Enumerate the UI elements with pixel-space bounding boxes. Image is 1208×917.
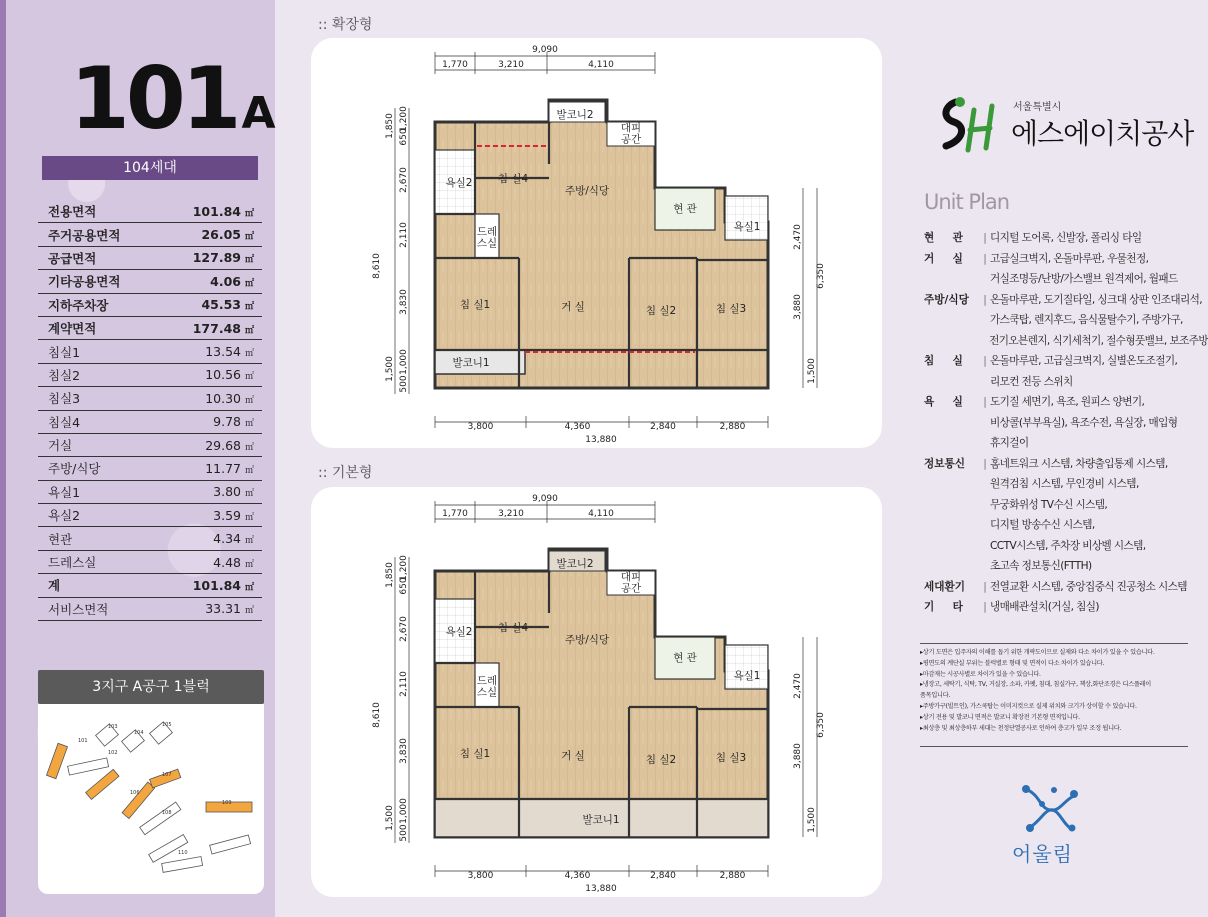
spec-key: 욕 실	[924, 396, 963, 408]
spec-value: 원격검침 시스템, 무인경비 시스템,	[990, 478, 1139, 490]
room-label-kitchen: 주방/식당	[564, 634, 610, 646]
spec-row	[924, 515, 1208, 536]
note-line: ▸냉장고, 세탁기, 식탁, TV, 거실장, 소파, 카펫, 침대, 침실가구, 책상,화단조경은 디스플레이	[920, 681, 1151, 689]
dimension-label: 650	[399, 128, 409, 146]
area-label: 주방/식당	[48, 461, 101, 477]
unit-number: 101	[70, 49, 238, 149]
room-label-balcony2: 발코니2	[556, 109, 594, 121]
area-row	[38, 504, 262, 527]
spec-row	[924, 372, 1208, 393]
area-value: 101.84 ㎡	[192, 577, 254, 593]
dimension-label: 1,850	[385, 113, 395, 139]
dimension-label: 2,880	[719, 422, 746, 432]
area-label: 욕실2	[48, 508, 81, 524]
room-label-storage: 대피 공간	[620, 570, 642, 595]
plan-basic-card	[311, 487, 882, 897]
dimension-label: 6,350	[816, 263, 826, 289]
left-panel	[0, 0, 275, 917]
spec-divider-icon: |	[983, 252, 987, 265]
area-row	[38, 481, 262, 504]
spec-value: 냉매배관설치(거실, 침실)	[990, 601, 1099, 613]
spec-value: 비상콜(부부욕실), 욕조수전, 욕실장, 매입형	[990, 416, 1178, 429]
area-label: 공급면적	[48, 250, 97, 266]
dimension-label: 1,200	[399, 555, 409, 581]
spec-row	[924, 269, 1208, 290]
spec-row	[924, 495, 1208, 516]
room-label-living: 거 실	[561, 301, 585, 313]
sh-logo-icon	[936, 96, 1000, 154]
spec-value: 휴지걸이	[990, 437, 1029, 449]
dimension-label: 4,110	[588, 60, 614, 70]
spec-value: 무궁화위성 TV수신 시스템,	[990, 498, 1108, 511]
brand-small-text: 서울특별시	[1013, 102, 1062, 113]
area-value: 11.77 ㎡	[205, 460, 254, 476]
spec-value: 디지털 방송수신 시스템,	[990, 519, 1095, 531]
area-label: 주거공용면적	[48, 227, 121, 243]
dimension-label: 1,500	[807, 358, 817, 384]
spec-value: 가스쿡탑, 렌지후드, 음식물탈수기, 주방가구,	[990, 314, 1183, 326]
area-label: 침실3	[48, 391, 81, 407]
room-label-entry: 현 관	[673, 203, 697, 215]
households-badge: 104세대	[42, 156, 258, 180]
dimension-label: 3,210	[498, 60, 524, 70]
dimension-label: 2,880	[719, 871, 746, 881]
spec-divider-icon: |	[983, 396, 987, 408]
area-row	[38, 247, 262, 270]
dimension-label: 2,470	[793, 224, 803, 250]
spec-key: 세대환기	[924, 580, 965, 593]
room-label-bed1: 침 실1	[459, 748, 491, 760]
dimension-label: 9,090	[532, 45, 558, 55]
spec-row	[924, 536, 1208, 557]
oullim-logo-icon	[1018, 782, 1082, 834]
spec-value: 온돌마루판, 고급실크벽지, 실별온도조절기,	[990, 355, 1178, 367]
dimension-label: 2,110	[399, 671, 409, 697]
map-building-label: 101	[78, 738, 88, 744]
area-label: 드레스실	[48, 555, 97, 571]
spec-key: 기 타	[924, 601, 963, 613]
room-label-bed3: 침 실3	[715, 752, 747, 764]
room-label-bath2: 욕실2	[445, 177, 473, 189]
spec-divider-icon: |	[983, 601, 987, 613]
spec-divider-icon: |	[983, 355, 987, 367]
spec-row	[924, 351, 1208, 372]
spec-row	[924, 392, 1208, 413]
area-row	[38, 551, 262, 574]
site-map-drawing	[38, 704, 264, 894]
note-line: ▸마감재는 시공사별로 차이가 있을 수 있습니다.	[920, 670, 1041, 678]
dimension-label: 3,800	[467, 871, 494, 881]
note-line: 품목입니다.	[920, 692, 951, 700]
dimension-label: 2,670	[399, 167, 409, 193]
note-line: ▸평면도의 계단실 부위는 블럭별로 형태 및 면적이 다소 차이가 있습니다.	[920, 659, 1105, 667]
bath1	[725, 645, 768, 689]
map-building-label: 109	[222, 800, 232, 806]
brand-name: 에스에이치공사	[1011, 117, 1194, 150]
room-label-bed2: 침 실2	[645, 305, 677, 317]
map-building-label: 103	[108, 724, 118, 730]
spec-key: 거 실	[924, 252, 963, 265]
spec-row	[924, 597, 1208, 618]
spec-row	[924, 474, 1208, 495]
area-value: 127.89 ㎡	[192, 250, 254, 266]
dimension-label: 1,770	[442, 60, 468, 70]
spec-key: 주방/식당	[924, 293, 969, 306]
room-label-bath1: 욕실1	[733, 221, 761, 233]
area-row	[38, 387, 262, 410]
dimension-label: 2,470	[793, 673, 803, 699]
area-value: 10.56 ㎡	[205, 367, 254, 383]
area-value: 4.06 ㎡	[210, 273, 254, 289]
room-label-living: 거 실	[561, 750, 585, 762]
spec-value: 초고속 정보통신(FTTH)	[990, 560, 1092, 572]
spec-row	[924, 249, 1208, 270]
room-label-entry: 현 관	[673, 652, 697, 664]
spec-key: 현 관	[924, 232, 963, 244]
note-line: ▸주방가구(빌트인), 가스쿡탑는 이미지컷으로 실제 위치와 크기가 상이할 수 있습니다.	[920, 702, 1137, 710]
dimension-label: 3,880	[793, 294, 803, 320]
area-label: 지하주차장	[48, 297, 109, 313]
area-value: 9.78 ㎡	[213, 414, 254, 430]
area-label: 현관	[48, 531, 73, 547]
spec-row	[924, 577, 1208, 598]
floor-plan-basic	[311, 487, 882, 897]
site-map	[38, 704, 264, 894]
room-label-balcony2: 발코니2	[556, 558, 594, 570]
spec-value: CCTV시스템, 주차장 비상벨 시스템,	[990, 539, 1146, 552]
map-building-label: 102	[108, 750, 118, 756]
unit-type-title	[70, 49, 276, 149]
area-value: 3.59 ㎡	[213, 507, 254, 523]
room-label-balcony1: 발코니1	[452, 357, 490, 369]
unit-plan-heading: Unit Plan	[924, 190, 1010, 214]
area-row	[38, 598, 262, 621]
area-row	[38, 457, 262, 480]
room-label-balcony1: 발코니1	[582, 814, 620, 826]
spec-row	[924, 433, 1208, 454]
room-label-kitchen: 주방/식당	[564, 185, 610, 197]
area-row	[38, 294, 262, 317]
area-value: 13.54 ㎡	[205, 344, 254, 360]
area-value: 26.05 ㎡	[201, 227, 254, 243]
area-label: 침실1	[48, 344, 81, 360]
dimension-label: 8,610	[372, 253, 382, 279]
room-label-bath1: 욕실1	[733, 670, 761, 682]
floor-plan-expanded	[311, 38, 882, 448]
area-label: 계	[48, 578, 61, 594]
spec-value: 온돌마루판, 도기질타일, 싱크대 상판 인조대리석,	[990, 293, 1203, 306]
spec-key: 침 실	[924, 355, 963, 367]
area-row	[38, 527, 262, 550]
area-label: 전용면적	[48, 204, 97, 220]
dimension-label: 3,830	[399, 289, 409, 315]
dimension-label: 2,110	[399, 222, 409, 248]
area-label: 기타공용면적	[48, 274, 121, 290]
room-label-dress: 드레 스실	[476, 225, 498, 250]
spec-divider-icon: |	[983, 580, 987, 593]
dimension-label: 1,500	[385, 805, 395, 831]
dimension-label: 2,670	[399, 616, 409, 642]
spec-divider-icon: |	[983, 457, 987, 470]
room-label-bed2: 침 실2	[645, 754, 677, 766]
spec-row	[924, 290, 1208, 311]
room-label-bed1: 침 실1	[459, 299, 491, 311]
dimension-label: 3,830	[399, 738, 409, 764]
dimension-label: 2,840	[650, 422, 676, 432]
area-value: 177.48 ㎡	[192, 320, 254, 336]
dimension-label: 3,210	[498, 509, 524, 519]
plan-expanded-label: :: 확장형	[318, 17, 373, 33]
sub-brand-name: 어울림	[1012, 842, 1073, 866]
area-label: 서비스면적	[48, 601, 109, 617]
spec-value: 전열교환 시스템, 중앙집중식 진공청소 시스템	[990, 580, 1187, 593]
spec-row	[924, 310, 1208, 331]
spec-value: 전기오븐렌지, 식기세척기, 절수형풋밸브, 보조주방	[989, 334, 1208, 347]
spec-value: 리모컨 전등 스위치	[990, 375, 1073, 388]
area-row	[38, 200, 262, 223]
dimension-label: 4,360	[564, 422, 591, 432]
dimension-label: 1,850	[385, 562, 395, 588]
spec-value: 홈네트워크 시스템, 차량출입통제 시스템,	[990, 457, 1168, 470]
dimension-label: 13,880	[585, 435, 617, 445]
spec-list	[924, 228, 1208, 618]
area-row	[38, 223, 262, 246]
room-label-bed3: 침 실3	[715, 303, 747, 315]
room-label-bath2: 욕실2	[445, 626, 473, 638]
map-building-label: 107	[162, 772, 172, 778]
spec-row	[924, 556, 1208, 577]
dimension-label: 650	[399, 577, 409, 595]
area-label: 계약면적	[48, 321, 97, 337]
plan-basic-label: :: 기본형	[318, 465, 373, 481]
area-row	[38, 434, 262, 457]
dimension-label: 8,610	[372, 702, 382, 728]
note-line: ▸최상층 및 최상층하부 세대는 천정단열공사로 인하여 층고가 일부 조정 됩니다.	[920, 724, 1122, 732]
spec-divider-icon: |	[983, 232, 987, 244]
spec-key: 정보통신	[924, 457, 965, 470]
area-value: 10.30 ㎡	[205, 390, 254, 406]
spec-row	[924, 413, 1208, 434]
dimension-label: 3,800	[467, 422, 494, 432]
dimension-label: 1,000	[399, 349, 409, 375]
area-table	[38, 200, 262, 621]
area-value: 29.68 ㎡	[205, 437, 254, 453]
map-building-label: 106	[130, 790, 140, 796]
map-building-label: 104	[134, 730, 144, 736]
room-label-bed4: 침 실4	[497, 622, 529, 634]
room-label-bed4: 침 실4	[497, 173, 529, 185]
bath1	[725, 196, 768, 240]
area-value: 45.53 ㎡	[201, 297, 254, 313]
spec-row	[924, 331, 1208, 352]
area-row	[38, 574, 262, 597]
area-value: 101.84 ㎡	[192, 203, 254, 219]
dimension-label: 2,840	[650, 871, 676, 881]
dimension-label: 3,880	[793, 743, 803, 769]
dimension-label: 4,110	[588, 509, 614, 519]
spec-value: 고급실크벽지, 온돌마루판, 우물천정,	[990, 252, 1149, 265]
dimension-label: 1,000	[399, 798, 409, 824]
block-title: 3지구 A공구 1블럭	[38, 670, 264, 704]
area-label: 거실	[48, 438, 73, 454]
dimension-label: 6,350	[816, 712, 826, 738]
dimension-label: 500	[399, 375, 409, 393]
dimension-label: 9,090	[532, 494, 558, 504]
spec-value: 거실조명등/난방/가스밸브 원격제어, 월패드	[990, 273, 1178, 285]
spec-row	[924, 228, 1208, 249]
room-label-storage: 대피 공간	[620, 121, 642, 146]
area-label: 침실4	[48, 414, 81, 430]
dimension-label: 1,500	[385, 356, 395, 382]
notes-box	[920, 643, 1188, 747]
dimension-label: 13,880	[585, 884, 617, 894]
dimension-label: 1,200	[399, 106, 409, 132]
spec-row	[924, 454, 1208, 475]
map-building-label: 105	[162, 722, 172, 728]
note-line: ▸상기 전용 및 발코니 면적은 발코니 확장전 기본형 면적입니다.	[920, 713, 1080, 721]
dimension-label: 1,770	[442, 509, 468, 519]
area-row	[38, 270, 262, 293]
plan-expanded-card	[311, 38, 882, 448]
area-row	[38, 411, 262, 434]
map-building-label: 110	[178, 850, 188, 856]
spec-value: 도기질 세면기, 욕조, 원피스 양변기,	[990, 396, 1145, 408]
room-label-dress: 드레 스실	[476, 674, 498, 699]
area-row	[38, 317, 262, 340]
spec-value: 디지털 도어록, 신발장, 폴리싱 타일	[990, 232, 1142, 244]
area-row	[38, 340, 262, 363]
dimension-label: 500	[399, 824, 409, 842]
dimension-label: 4,360	[564, 871, 591, 881]
area-value: 33.31 ㎡	[205, 601, 254, 617]
area-value: 4.34 ㎡	[213, 531, 254, 547]
dimension-label: 1,500	[807, 807, 817, 833]
area-row	[38, 364, 262, 387]
area-label: 욕실1	[48, 484, 81, 500]
map-building-label: 108	[162, 810, 172, 816]
area-value: 3.80 ㎡	[213, 484, 254, 500]
area-value: 4.48 ㎡	[213, 554, 254, 570]
area-label: 침실2	[48, 367, 81, 383]
spec-divider-icon: |	[983, 293, 987, 306]
unit-suffix: A	[241, 88, 276, 139]
note-line: ▸상기 도면은 입주자의 이해를 돕기 위한 개략도이므로 실제와 다소 차이가 있을 수 있습니다.	[920, 649, 1155, 656]
